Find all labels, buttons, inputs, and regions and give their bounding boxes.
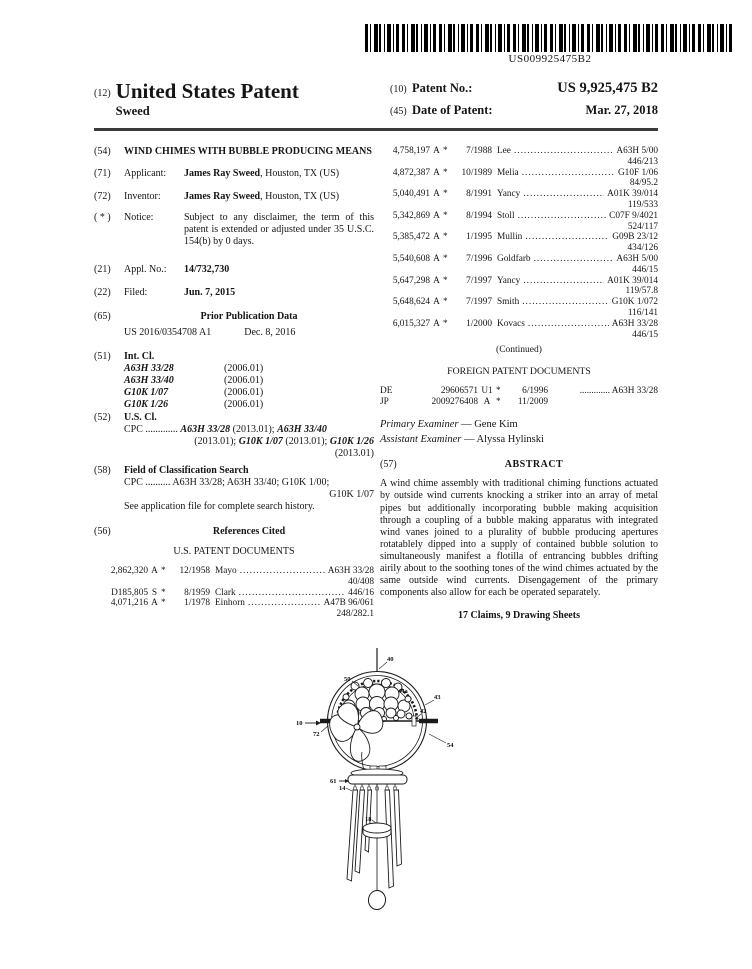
us-cl-content <box>124 412 374 460</box>
inventor-surname: Sweed <box>115 104 150 118</box>
ref-name: Mullin <box>497 232 523 243</box>
foreign-reference-row <box>380 386 658 397</box>
inid-71: (71) <box>94 168 111 179</box>
assistant-examiner-row <box>380 434 658 446</box>
ref-class <box>548 397 658 408</box>
ref-class: G10F 1/06 <box>617 167 658 178</box>
notice-section <box>94 212 374 248</box>
appl-no-label: Appl. No.: <box>124 264 167 275</box>
applicant-section <box>94 168 374 180</box>
int-cl-row <box>124 363 374 375</box>
ref-kind: A <box>433 297 440 308</box>
hanger-rod <box>377 648 387 672</box>
invention-title: WIND CHIMES WITH BUBBLE PRODUCING MEANS <box>124 146 372 157</box>
ref-star: * <box>496 397 501 408</box>
reference-entry <box>380 297 658 319</box>
ref-class: A63H 33/28 <box>327 566 374 576</box>
ref-number: 2,862,320 <box>110 566 148 576</box>
patent-date-value: Mar. 27, 2018 <box>585 103 658 117</box>
ref-date: 10/1989 <box>461 167 492 178</box>
ref-country: DE <box>380 386 393 397</box>
class-code: A63H 33/40 <box>124 375 174 386</box>
inid-45: (45) <box>390 106 407 117</box>
ref-star: * <box>496 386 501 397</box>
ref-name: Einhorn <box>215 598 245 609</box>
left-column <box>94 140 374 620</box>
inventor-name: James Ray Sweed <box>184 191 261 202</box>
dotted-leader <box>523 276 604 287</box>
page-title: United States Patent <box>115 79 299 103</box>
ref-number: 5,040,491 <box>392 189 430 200</box>
ref-date: 11/2009 <box>517 397 548 408</box>
chime-tubes <box>347 790 402 888</box>
ref-star: * <box>443 297 448 308</box>
inid-star: ( * ) <box>94 212 111 223</box>
ref-kind: A <box>151 566 158 576</box>
ref-class2: 248/282.1 <box>336 609 374 620</box>
applicant-name: James Ray Sweed <box>184 168 261 179</box>
spacer <box>94 327 124 339</box>
primary-examiner-name: Gene Kim <box>474 419 518 431</box>
foreign-references <box>380 386 658 408</box>
ref-name: Lee <box>497 146 511 156</box>
field-search-line3: See application file for complete search history. <box>124 501 315 512</box>
ref-kind: A <box>433 253 440 264</box>
reference-entry <box>380 168 658 190</box>
reference-entry <box>380 146 658 168</box>
inventor-section <box>94 191 374 203</box>
ref-star: * <box>443 210 448 221</box>
ref-class: G09B 23/12 <box>612 232 658 243</box>
wind-catcher <box>368 890 387 911</box>
us-cl-line1: CPC ............. A63H 33/28 (2013.01); A63H 33/40 <box>124 424 327 435</box>
ref-name: Clark <box>215 587 236 598</box>
inid-58: (58) <box>94 465 111 476</box>
ref-class: A47B 96/061 <box>323 598 374 609</box>
reference-entry <box>94 588 374 599</box>
ref-star: * <box>443 232 448 243</box>
ref-name: Mayo <box>215 566 237 576</box>
ref-name: Stoll <box>497 210 515 221</box>
ref-class2: 116/141 <box>627 307 658 318</box>
ref-number: 5,540,608 <box>392 253 430 264</box>
ref-date: 7/1996 <box>466 253 492 264</box>
ref-number: 5,342,869 <box>392 210 430 221</box>
barcode-text: US009925475B2 <box>508 53 592 65</box>
reference-entry <box>380 254 658 276</box>
inid-56: (56) <box>94 526 111 537</box>
dotted-leader <box>514 146 613 157</box>
references-cited-header: References Cited <box>212 526 286 537</box>
us-cl-section <box>94 412 374 460</box>
field-search-header: Field of Classification Search <box>124 465 249 476</box>
ref-class: A63H 5/00 <box>616 146 658 156</box>
foreign-patents-header: FOREIGN PATENT DOCUMENTS <box>447 366 591 378</box>
ref-name: Kovacs <box>497 318 525 329</box>
int-cl-row <box>124 375 374 387</box>
front-page-figure <box>288 645 464 917</box>
ref-name: Yancy <box>497 275 521 286</box>
ref-kind: A <box>433 210 440 221</box>
ref-kind: A <box>433 232 440 243</box>
class-code: A63H 33/28 <box>124 363 174 374</box>
ref-class: G10K 1/072 <box>611 297 658 308</box>
right-column <box>380 140 658 622</box>
ref-date: 6/1996 <box>522 386 548 397</box>
class-year: (2006.01) <box>224 375 264 386</box>
us-cl-line2: (2013.01); G10K 1/07 (2013.01); G10K 1/26 <box>194 436 374 447</box>
label-44a: 44a <box>398 688 408 695</box>
inid-21: (21) <box>94 264 111 275</box>
ref-class: A01K 39/014 <box>607 189 658 200</box>
ref-date: 1/1978 <box>184 598 210 609</box>
dotted-leader <box>525 232 609 243</box>
class-code: G10K 1/07 <box>124 387 169 398</box>
inid-22: (22) <box>94 287 111 298</box>
patent-number-value: US 9,925,475 B2 <box>557 80 658 96</box>
reference-line <box>380 254 658 265</box>
ref-date: 1/1995 <box>466 232 492 243</box>
reference-line <box>380 276 658 287</box>
ref-kind: A <box>483 397 491 408</box>
application-number-section <box>94 264 374 276</box>
reference-entry <box>380 232 658 254</box>
dotted-leader <box>528 319 609 330</box>
dash-separator: — <box>464 434 475 446</box>
claims-drawing-sheets-line: 17 Claims, 9 Drawing Sheets <box>458 610 580 622</box>
ref-class: ............. A63H 33/28 <box>579 386 658 397</box>
us-patent-documents-header: U.S. PATENT DOCUMENTS <box>173 546 295 557</box>
field-search-line1: CPC .......... A63H 33/28; A63H 33/40; G10K 1/00; <box>124 477 330 488</box>
primary-examiner-label: Primary Examiner <box>380 419 459 431</box>
publication-number: US 2016/0354708 A1 <box>124 327 212 338</box>
barcode-icon <box>365 24 735 52</box>
ref-star: * <box>161 598 166 609</box>
us-cl-header: U.S. Cl. <box>124 412 157 423</box>
dotted-leader <box>522 168 615 179</box>
ref-number: 29606571 <box>440 386 478 397</box>
references-cited-section <box>94 526 374 538</box>
inid-65: (65) <box>94 311 111 322</box>
ref-name: Goldfarb <box>497 253 531 264</box>
examiners-block <box>380 419 658 446</box>
reference-line <box>380 146 658 157</box>
class-year: (2006.01) <box>224 387 264 398</box>
ref-number: 2009276408 <box>431 397 478 408</box>
ref-date: 1/2000 <box>466 318 492 329</box>
reference-entry <box>94 598 374 620</box>
reference-line <box>380 319 658 330</box>
inid-72: (72) <box>94 191 111 202</box>
notice-text: Subject to any disclaimer, the term of this patent is extended or adjusted under 35 U.S.C. 154(b) by 0 days. <box>184 212 374 247</box>
patent-date-row <box>390 103 658 118</box>
header-divider <box>94 128 658 131</box>
ref-number: D185,805 <box>111 587 148 598</box>
reference-entry <box>380 319 658 341</box>
inventor-label: Inventor: <box>124 191 161 202</box>
label-40: 40 <box>387 656 394 663</box>
class-code: G10K 1/26 <box>124 399 169 410</box>
ref-class2: 84/95.2 <box>629 178 658 189</box>
label-18: 18 <box>365 816 372 823</box>
appl-no-value: 14/732,730 <box>184 264 230 275</box>
ref-number: 5,647,298 <box>392 275 430 286</box>
filed-value: Jun. 7, 2015 <box>184 287 236 298</box>
primary-examiner-row <box>380 419 658 431</box>
field-search-line2: G10K 1/07 <box>329 489 374 500</box>
prior-publication-row <box>124 327 374 339</box>
ref-number: 4,872,387 <box>392 167 430 178</box>
label-43: 43 <box>434 694 441 701</box>
ref-kind: U1 <box>481 386 493 397</box>
wind-vanes <box>330 703 383 776</box>
ref-class2: 524/117 <box>627 221 658 232</box>
label-61: 61 <box>330 778 337 785</box>
ref-kind: A <box>433 189 440 200</box>
applicant-value <box>184 168 374 180</box>
ref-kind: A <box>433 146 440 156</box>
ref-date: 8/1959 <box>184 587 210 598</box>
reference-line <box>380 189 658 200</box>
int-cl-row <box>124 399 374 411</box>
ref-class: 446/16 <box>348 587 374 598</box>
int-cl-content <box>124 351 374 411</box>
ref-country: JP <box>380 397 389 408</box>
reference-line <box>380 232 658 243</box>
ref-star: * <box>443 253 448 264</box>
ref-date: 12/1958 <box>179 566 210 576</box>
inventor-value <box>184 191 374 203</box>
class-year: (2006.01) <box>224 399 264 410</box>
barcode-block <box>365 24 735 65</box>
reference-entry <box>94 566 374 588</box>
foreign-reference-row <box>380 397 658 408</box>
ref-number: 4,071,216 <box>110 598 148 609</box>
doc-kind-number: (12) <box>94 88 111 99</box>
prior-publication-values <box>94 327 374 339</box>
ref-date: 7/1988 <box>466 146 492 156</box>
inid-57: (57) <box>380 459 397 471</box>
ref-star: * <box>443 318 448 329</box>
tube-hooks <box>354 784 397 790</box>
ref-class: A63H 33/28 <box>611 318 658 329</box>
int-cl-header: Int. Cl. <box>124 351 155 362</box>
us-references-left <box>94 566 374 620</box>
ref-class2: 446/15 <box>632 329 658 340</box>
ref-kind: A <box>433 318 440 329</box>
ref-class: A01K 39/014 <box>607 275 658 286</box>
patent-number-row <box>390 80 658 97</box>
ref-star: * <box>443 146 448 156</box>
int-cl-section <box>94 351 374 411</box>
reference-line <box>94 588 374 599</box>
inid-52: (52) <box>94 412 111 423</box>
field-search-section <box>94 465 374 513</box>
ref-kind: A <box>433 167 440 178</box>
header-left <box>94 80 299 124</box>
ref-date: 8/1991 <box>466 189 492 200</box>
ref-number: 4,758,197 <box>392 146 430 156</box>
assistant-examiner-name: Alyssa Hylinski <box>476 434 544 446</box>
ref-class: A63H 5/00 <box>616 253 658 264</box>
ref-kind: S <box>151 587 158 598</box>
ref-star: * <box>443 275 448 286</box>
reference-line <box>380 297 658 308</box>
patent-date-label: Date of Patent: <box>412 103 493 117</box>
support-plate <box>348 766 407 784</box>
us-references-right <box>380 146 658 340</box>
wind-chime-drawing <box>288 645 464 917</box>
prior-publication-header: Prior Publication Data <box>200 311 298 322</box>
reference-line <box>380 211 658 222</box>
ref-name: Yancy <box>497 189 521 200</box>
label-14: 14 <box>339 785 346 792</box>
dotted-leader <box>248 598 321 609</box>
reference-entry <box>380 189 658 211</box>
header <box>94 80 658 124</box>
ref-star: * <box>161 566 166 576</box>
label-10: 10 <box>296 720 303 727</box>
title-section <box>94 146 374 158</box>
reference-line <box>380 168 658 179</box>
patent-number-label: Patent No.: <box>412 81 473 95</box>
label-72: 72 <box>313 731 320 738</box>
assistant-examiner-label: Assistant Examiner <box>380 434 462 446</box>
label-42: 42 <box>420 708 427 715</box>
ref-name: Smith <box>497 297 520 308</box>
abstract-heading-row <box>380 459 658 471</box>
abstract-text: A wind chime assembly with traditional chiming functions actuated by outside wind currents knocking a striker into an array of metal pipes but additionally incorporating bubble making acquisition through a coupling of a bubble making apparatus with integrated wind vanes joined to a plurality of bubble producing apertures rotatablely dipped into a supply of contained bubble solution to simultaneously manifest a flotilla of entrancing bubbles drifting airily about to the soothing tones of the wind chimes actuated by the same outside wind currents. Disengagement of the primary components also allow for each be operated separately. <box>380 478 658 599</box>
dotted-leader <box>534 254 614 265</box>
dash-separator: — <box>461 419 472 431</box>
reference-entry <box>380 276 658 298</box>
label-54: 54 <box>447 742 454 749</box>
ref-star: * <box>443 167 448 178</box>
class-year: (2006.01) <box>224 363 264 374</box>
filed-section <box>94 287 374 299</box>
inventor-location: , Houston, TX (US) <box>260 191 340 202</box>
applicant-label: Applicant: <box>124 168 167 179</box>
header-right <box>390 80 658 124</box>
int-cl-rows <box>124 363 374 411</box>
dotted-leader <box>523 189 604 200</box>
dotted-leader <box>518 211 607 222</box>
dotted-leader <box>240 566 325 577</box>
field-search-content <box>124 465 374 513</box>
filed-label: Filed: <box>124 287 148 298</box>
ref-class: C07F 9/4021 <box>609 210 658 221</box>
ref-class2: 446/15 <box>632 264 658 275</box>
reference-entry <box>380 211 658 233</box>
ref-class2: 434/126 <box>627 243 658 254</box>
ref-class2: 119/533 <box>627 199 658 210</box>
continued-note: (Continued) <box>496 345 542 356</box>
prior-publication-section <box>94 311 374 323</box>
ref-kind: A <box>433 275 440 286</box>
inid-10: (10) <box>390 84 407 95</box>
ref-class2: 446/213 <box>627 156 658 167</box>
dotted-leader <box>239 588 346 599</box>
abstract-header: ABSTRACT <box>504 459 564 471</box>
ref-date: 7/1997 <box>466 297 492 308</box>
ref-name: Melia <box>497 167 519 178</box>
us-cl-line3: (2013.01) <box>334 448 374 459</box>
applicant-location: , Houston, TX (US) <box>260 168 340 179</box>
ref-number: 5,385,472 <box>392 232 430 243</box>
ref-star: * <box>443 189 448 200</box>
inid-51: (51) <box>94 351 111 362</box>
ref-class2: 40/408 <box>348 576 374 587</box>
ref-star: * <box>161 587 166 598</box>
dotted-leader <box>522 297 609 308</box>
label-50: 50 <box>344 676 351 683</box>
inid-54: (54) <box>94 146 111 157</box>
ref-kind: A <box>151 598 158 609</box>
ref-class2: 119/57.8 <box>625 286 658 297</box>
reference-line <box>94 566 374 577</box>
publication-date: Dec. 8, 2016 <box>244 327 296 338</box>
ref-date: 7/1997 <box>466 275 492 286</box>
int-cl-row <box>124 387 374 399</box>
notice-label: Notice: <box>124 212 154 223</box>
ref-number: 6,015,327 <box>392 318 430 329</box>
reference-line <box>94 598 374 609</box>
ref-date: 8/1994 <box>466 210 492 221</box>
ref-number: 5,648,624 <box>392 297 430 308</box>
